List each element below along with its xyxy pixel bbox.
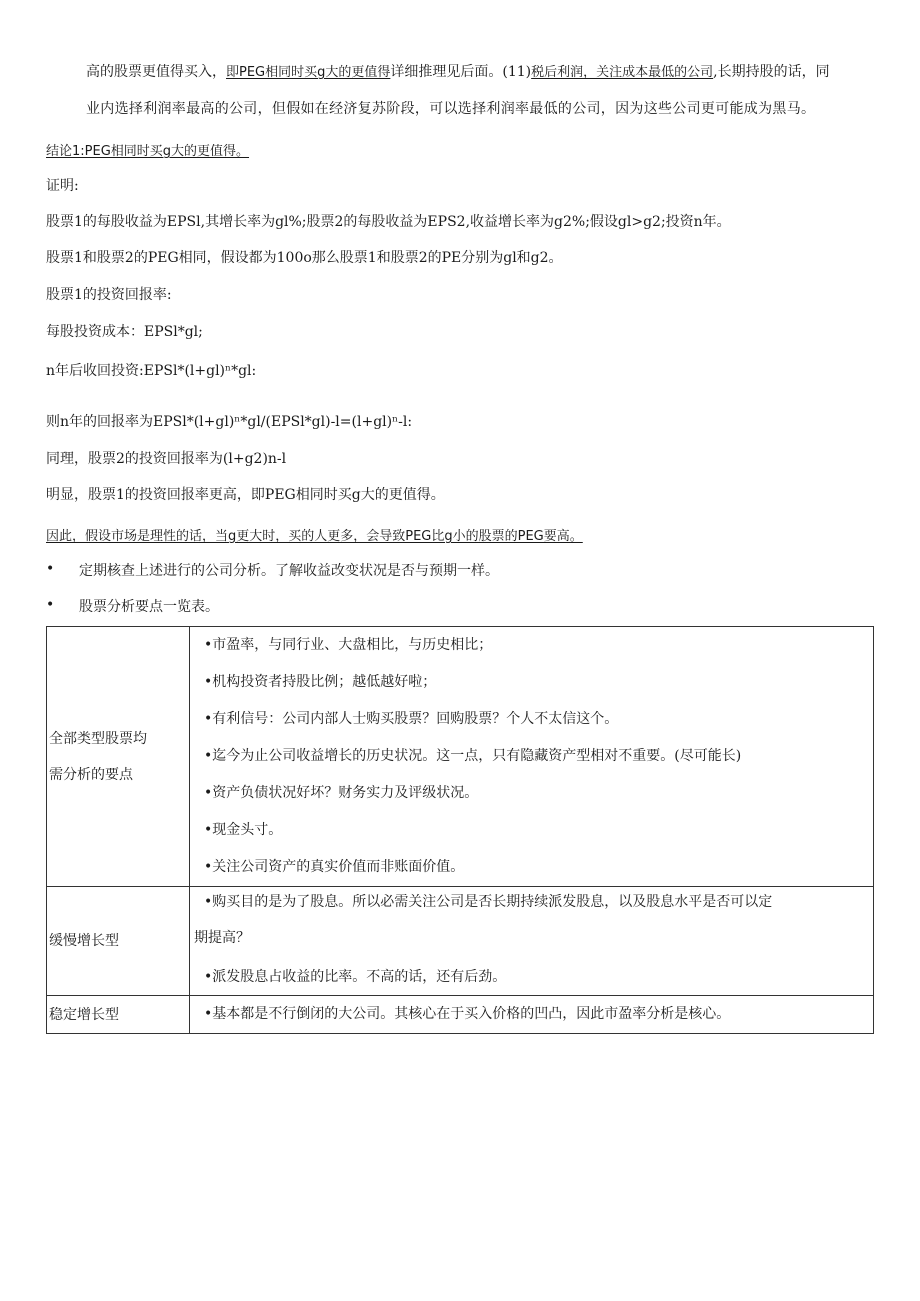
items-cell [190,887,874,996]
table-row [47,887,874,996]
proof-line-6: 则n年的回报率为EPSl*(l+gl)ⁿ*gl∕(EPSl*gl)-l=(l+gl)ⁿ-l: [46,414,413,430]
list-item: •派发股息占收益的比率。不高的话，还有后劲。 [204,969,507,985]
table-row [47,996,874,1034]
bullet-marker: • [46,561,55,577]
list-item: •市盈率，与同行业、大盘相比，与历史相比； [204,637,493,653]
category-cell [47,887,190,996]
proof-line-3: 股票1的投资回报率: [46,287,172,303]
category-label: 缓慢增长型 [49,933,119,949]
list-item: 期提高？ [194,930,250,946]
proof-line-1: 股票1的每股收益为EPSl,其增长率为gl%;股票2的每股收益为EPS2,收益增长率为g2%;假设gl>g2;投资n年。 [46,214,731,230]
category-label: 需分析的要点 [49,766,133,783]
bullet-marker: • [46,597,55,613]
list-item: •基本都是不行倒闭的大公司。其核心在于买入价格的凹凸，因此市盈率分析是核心。 [204,1006,731,1022]
intro-text-e: ,长期持股的话，同 [713,64,830,80]
list-item: •资产负债状况好坏？财务实力及评级状况。 [204,785,479,801]
proof-line-2: 股票1和股票2的PEG相同，假设都为100o那么股票1和股票2的PE分别为gl和g2。 [46,250,563,266]
table-row [47,627,874,887]
intro-peg-underline: 即PEG相同时买g大的更值得 [226,65,391,80]
proof-label: 证明: [46,178,79,194]
intro-line-1 [86,62,830,83]
bullet-item: 股票分析要点一览表。 [79,599,219,615]
stock-analysis-table [46,626,874,1034]
proof-line-5: n年后收回投资:EPSl*(l+gl)ⁿ*gl: [46,363,257,379]
category-label: 全部类型股票均 [49,730,147,747]
list-item: •购买目的是为了股息。所以必需关注公司是否长期持续派发股息，以及股息水平是否可以定 [204,894,773,910]
proof-line-7: 同理，股票2的投资回报率为(l+g2)n-l [46,451,287,467]
proof-line-4: 每股投资成本：EPSl*gl; [46,324,203,340]
category-cell [47,996,190,1034]
intro-text-c: 详细推理见后面。(11) [390,64,532,80]
intro-profit-underline: 税后利润，关注成本最低的公司 [531,65,714,80]
intro-text-a: 高的股票更值得买入， [86,64,226,80]
intro-line-2: 业内选择利润率最高的公司，但假如在经济复苏阶段，可以选择利润率最低的公司，因为这些公司更可能成为黑马。 [86,101,816,117]
conclusion-heading: 结论1:PEG相同时买g大的更值得。 [46,144,250,159]
list-item: •现金头寸。 [204,822,283,838]
proof-line-8: 明显，股票1的投资回报率更高，即PEG相同时买g大的更值得。 [46,487,445,503]
list-item: •有利信号：公司内部人士购买股票？回购股票？个人不太信这个。 [204,711,619,727]
list-item: •关注公司资产的真实价值而非账面价值。 [204,859,465,875]
bullet-item: 定期核查上述进行的公司分析。了解收益改变状况是否与预期一样。 [79,563,499,579]
items-cell [190,627,874,887]
therefore-statement: 因此，假设市场是理性的话，当g更大时，买的人更多，会导致PEG比g小的股票的PEG要高。 [46,529,583,544]
list-item: •机构投资者持股比例；越低越好啦； [204,674,437,690]
list-item: •迄今为止公司收益增长的历史状况。这一点，只有隐藏资产型相对不重要。(尽可能长) [204,748,742,764]
items-cell [190,996,874,1034]
category-label: 稳定增长型 [49,1006,119,1023]
category-cell [47,627,190,887]
